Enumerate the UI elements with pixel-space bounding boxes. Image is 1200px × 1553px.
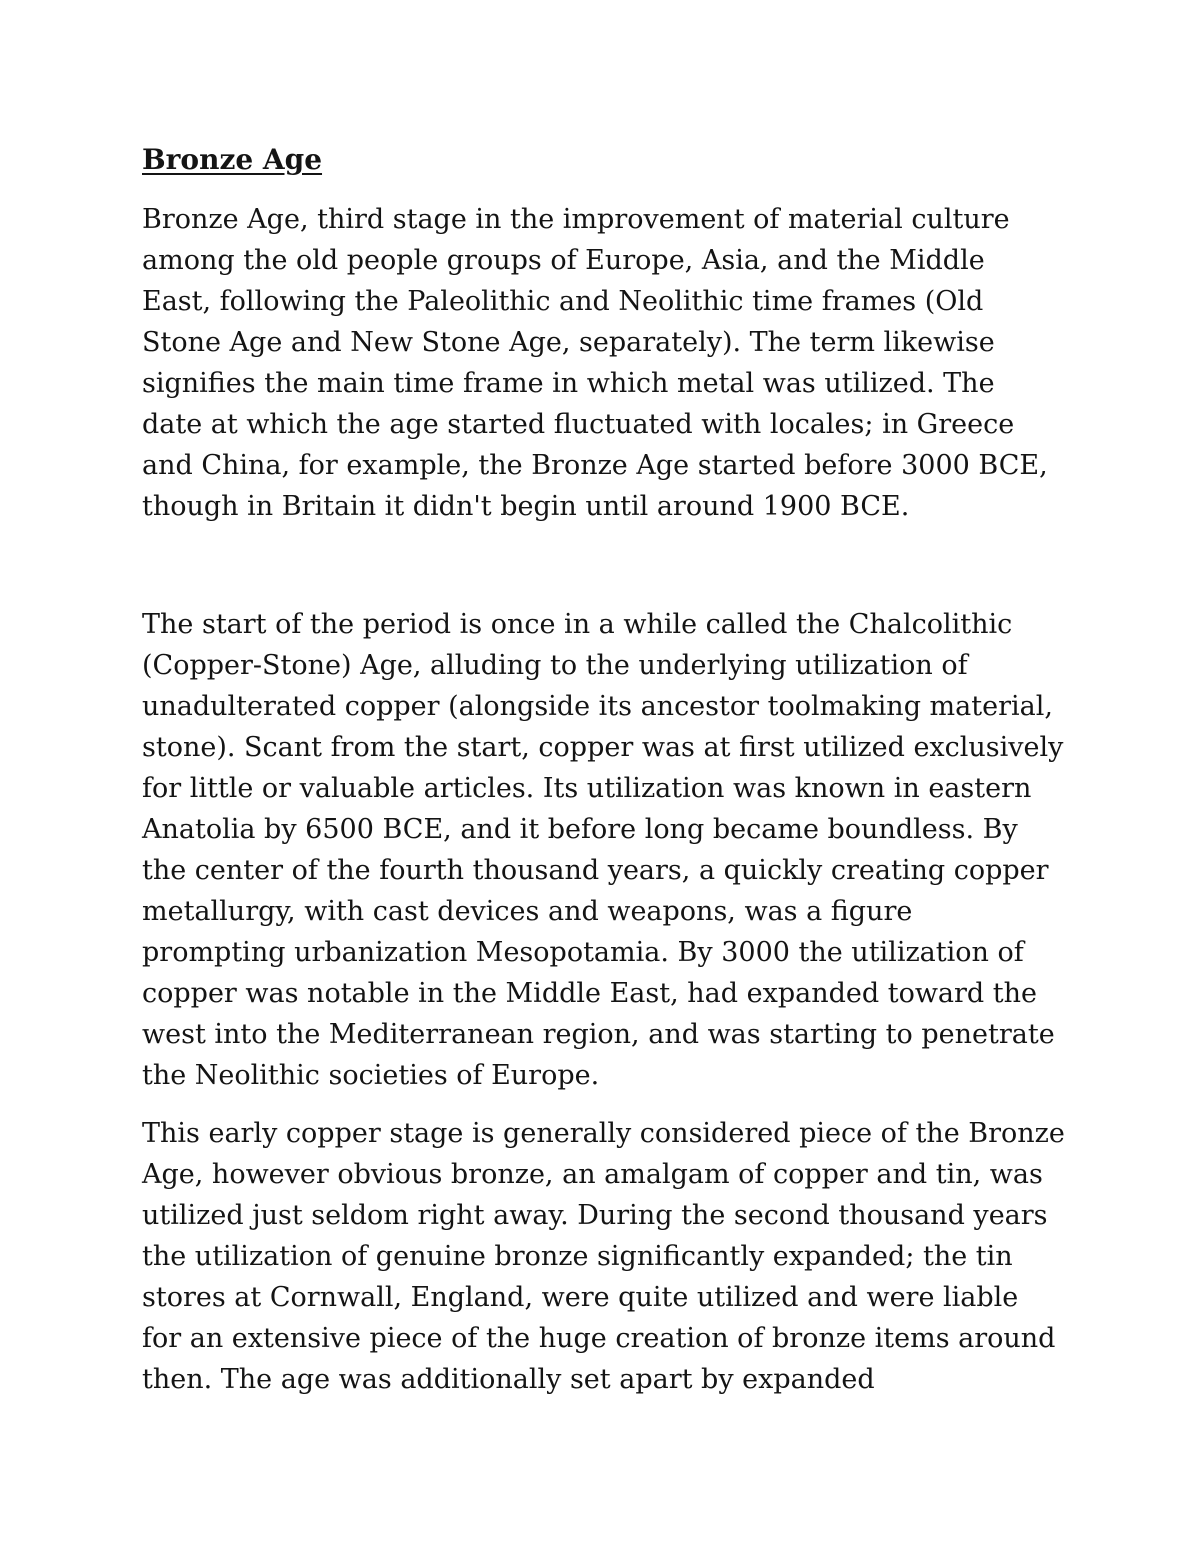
paragraph-intro: Bronze Age, third stage in the improvement of material culture among the old people groups of Europe, Asia, and the Middle East, following the Paleolithic and Neolithic time frames (Old Stone Age and New Stone Age, separately). The term likewise signifies the main time frame in which metal was utilized. The date at which the age started fluctuated with locales; in Greece and China, for example, the Bronze Age started before 3000 BCE, though in Britain it didn't begin until around 1900 BCE. (142, 204, 1048, 522)
paragraph-chalcolithic: The start of the period is once in a while called the Chalcolithic (Copper-Stone) Age, alluding to the underlying utilization of unadulterated copper (alongside its ancestor toolmaking material, stone). Scant from the start, copper was at first utilized exclusively for little or valuable articles. Its utilization was known in eastern Anatolia by 6500 BCE, and it before long became boundless. By the center of the fourth thousand years, a quickly creating copper metallurgy, with cast devices and weapons, was a figure prompting urbanization Mesopotamia. By 3000 the utilization of copper was notable in the Middle East, had expanded toward the west into the Mediterranean region, and was starting to penetrate the Neolithic societies of Europe. (142, 609, 1064, 1091)
paragraph-spacer (142, 527, 1067, 604)
paragraph-spacer (142, 1096, 1067, 1113)
paragraph-copper-stage: This early copper stage is generally considered piece of the Bronze Age, however obvious bronze, an amalgam of copper and tin, was utilized just seldom right away. During the second thousand years the utilization of genuine bronze significantly expanded; the tin stores at Cornwall, England, were quite utilized and were liable for an extensive piece of the huge creation of bronze items around then. The age was additionally set apart by expanded (142, 1118, 1065, 1395)
document-title: Bronze Age (142, 143, 323, 176)
document-body (142, 138, 1067, 1400)
